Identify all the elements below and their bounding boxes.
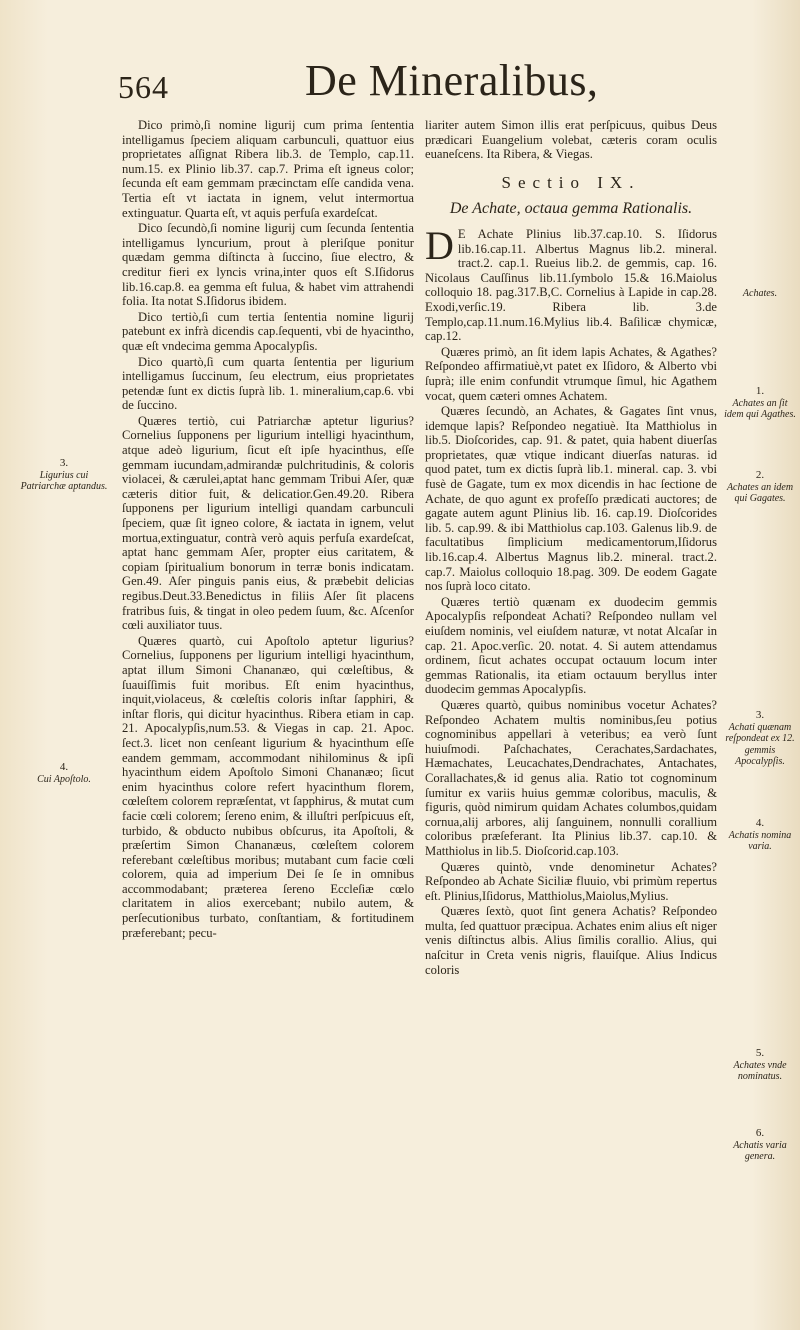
section-heading: Sectio IX. [501,172,641,192]
margin-note-text: Achatis nomina varia. [728,829,792,852]
margin-note-right [722,386,798,421]
paragraph: Quæres quartò, quibus nominibus vocetur Achates? Reſpondeo Achatem multis nominibus,ſeu potius cognominibus appellari à veteribus; ea verò ſunt huiuſmodi. Paſchachates, Cerachates,Sardachates, Hæmachates, Leucachates,Dendrachates, Antachates, Corallachates,& id genus alia. Ratio tot cognominum ſumitur ex variis huius gemmæ coloribus, maculis, & figuris, quòd nimirum quidam Achates columbos,quidam cornua,alij arbores, alij ſanguinem, nonnulli corallium coloribus præſeferant. Ita Plinius lib.37. cap.10. & Matthiolus in lib.5. Dioſcorid.cap.103. [425,697,717,858]
right-column [425,118,717,978]
margin-note-text: Ligurius cui Patriarchæ aptandus. [20,469,108,492]
margin-note-right [722,288,798,300]
first-paragraph [425,222,717,344]
continued-paragraph: liariter autem Simon illis erat perſpicuus, quibus Deus prædicari Euangelium volebat, cæteris coram oculis euaneſcens. Ita Ribera, & Viegas. [425,118,717,162]
margin-note-text: Cui Apoſtolo. [37,773,91,785]
paragraph: Quæres tertiò, cui Patriarchæ aptetur ligurius? Cornelius ſupponens per ligurium intelligi hyacinthum, atque adeò ligurium, ſicut eſt ipſe hyacinthus, eſſe gemmam iucundam,admirandæ pulchritudinis, & coloris violacei, & cærulei,aptat hanc gemmam Tribui Aſer, quæ cæteris ditior fuit, & delicatior.Gen.49.20. Ribera ſupponens per ligurium intelligi quandam carbunculi ſpeciem, quæ ſit igneo colore, & iactata in ignem, velut mortua,extinguatur, contrà verò aquis perfuſa exardeſcat, aptat hanc gemmam Aſer, propter eius caritatem, & copiam ſpiritualium bonorum in terræ bonis indicatam. Gen.49. Aſer pinguis panis eius, & præbebit delicias regibus.Deut.33.Benedictus in filiis Aſer ſit placens fratribus ſuis, & tingat in oleo pedem ſuum, &c. Aſcenſor cœli auxiliator tuus. [122,413,414,633]
paragraph: Quæres quartò, cui Apoſtolo aptetur ligurius? Cornelius, ſupponens per ligurium intelligi hyacinthum, aptat illum Simoni Chananæo, qui cœleſtibus, & ſuauiſſimis fuit moribus. Eſt enim hyacinthus, inquit,violaceus, & cœleſtis coloris inſtar ſapphiri, & inſtar floris, qui dicitur hyacinthus. Ribera etiam in cap. 21. Apocalypſis,num.53. & Viegas in cap. 21. Apoc. ſect.3. licet non cenſeant ligurium & hyacinthum eſſe eandem gemmam, accommodant nihilominus & ipſi hyacinthum eidem Apoſtolo Simoni Chananæo; ſicut enim hyacinthus colore refert hyacinthum florem, cœleſtem colorem repræſentat, vt ſapphirus, & mutat cum facie cœli colorem; ſereno enim, & illuſtri perſpicuus eſt, turbido, & obducto nubibus obſcurus, ita Apoſtoli, & præſertim Simon Chananæus, cœleſtem colorem referebant cœleſtibus moribus; mutabant cum facie cœli colorem, quia ad imperium Dei ſe ſe in omnibus accommodabant; prætereа ſereno Eccleſiæ cœlo claritatem in alios exercebant; nubilo autem, & perſecutionibus turbato, conſtantiam, & fortitudinem præferebant; pecu- [122,633,414,940]
margin-note-text: Achates. [742,288,778,299]
paragraph: Quæres primò, an ſit idem lapis Achates, & Agathes? Reſpondeo affirmatiuè,vt patet ex Iſidoro, & Alberto vbi ſuprà; ille enim confundit vtrumque ſimul, hic Agathem vocat, quem cæteri omnes Achatem. [425,344,717,403]
margin-note-number: 4. [59,761,69,773]
margin-note-number: 4. [755,817,765,829]
margin-note-number: 2. [755,469,765,481]
margin-note-right [722,470,798,505]
page-header [0,55,800,105]
margin-note-text: Achatis varia genera. [733,1139,787,1162]
margin-note-text: Achates an ſit idem qui Agathes. [724,397,796,420]
margin-note-left [18,458,110,493]
margin-note-right [722,710,798,768]
margin-note-text: Achati quænam reſpondeat ex 12. gemmis Apocalypſis. [725,721,795,767]
margin-note-number: 6. [755,1127,765,1139]
page-number: 564 [118,69,169,105]
margin-note-number: 3. [59,457,69,469]
margin-note-number: 3. [755,709,765,721]
paragraph: Dico quartò,ſi cum quarta ſententia per ligurium intelligamus ſuccinum, ſeu electrum, eius proprietates petendæ ſunt ex dictis ſuprà lib. 1. mineralium,cap.6. vbi de ſuccino. [122,354,414,413]
margin-note-text: Achates an idem qui Gagates. [726,481,794,504]
paragraph: Quæres ſecundò, an Achates, & Gagates ſint vnus, idemque lapis? Reſpondeo negatiuè. Ita Matthiolus in lib.5. Dioſcorides, cap. 91. & patet, quia habent diuerſas proprietates, quæ vtique indicant diuerſas naturas. id quod patet, tum ex dictis ſuprà lib.1. mineral. cap. 3. vbi fusè de Gagate, tum ex mox dicendis in hac ſectione de Achate, de quo agunt ex profeſſo prædicati auctores; de gagate autem agunt Plinius lib. 16. cap.19. Dioſcorides lib. 5. cap.99. & ibi Matthiolus cap.103. Galenus lib.9. de facultatibus ſimplicium medicamentorum,Iſidorus lib.16.cap.4. Albertus Magnus lib.2. mineral. tract.2. cap.7. Maiolus colloquio 18.pag. 309. De eodem Gagate nos ſuprà loco citato. [425,404,717,594]
running-title: De Mineralibus, [305,56,599,105]
margin-note-right [722,1128,798,1163]
paragraph: Dico tertiò,ſi cum tertia ſententia nomine ligurij patebunt ex infrà dicendis cap.ſequenti, vbi de hyacintho, quæ eſt vndecima gemma Apocalypſis. [122,309,414,353]
margin-note-right [722,818,798,853]
paragraph: Quæres ſextò, quot ſint genera Achatis? Reſpondeo multa, ſed quattuor præcipua. Achates enim alius eſt niger venis diſtinctus albis. Alius ſimilis corallio. Alius, qui naſcitur in Creta venis nigris, flauiſque. Alius Indicus coloris [425,904,717,977]
chapter-title: De Achate, octaua gemma Rationalis. [449,200,693,218]
margin-note-text: Achates vnde nominatus. [733,1059,787,1082]
paragraph: Dico ſecundò,ſi nomine ligurij cum ſecunda ſententia intelligamus lyncurium, prout à pleriſque ponitur quædam gemma diſtincta à ſuccino, ſiue electro, & creditur fieri ex lyncis vrina,inter quos eſt S.Iſidorus lib.16.cap.8. ea gemma eſt fulua, & habet vim attrahendi folia. Ita notat S.Iſidorus ibidem. [122,221,414,309]
margin-note-number: 5. [755,1047,765,1059]
margin-note-left [18,762,110,785]
paragraph: Dico primò,ſi nomine ligurij cum prima ſententia intelligamus ſpeciem aliquam carbunculi, quattuor eius proprietates aſſignat Ribera lib.3. de Templo, cap.11. num.15. ex Plinio lib.37. cap.7. Prima eſt igneus color; ſecunda eſt eam gemmam præcinctam eſſe candida vena. Tertia eſt vt iactata in ignem, velut intermortua extinguatur. Quarta eſt, vt aquis perfuſa exardeſcat. [122,118,414,220]
drop-cap: D [425,222,454,268]
paragraph: Quæres tertiò quænam ex duodecim gemmis Apocalypſis reſpondeat Achati? Reſpondeo nullam vel eiuſdem nominis, vel eiuſdem naturæ, vt notat Alcaſar in cap. 21. Apoc.verſic. 20. notat. 4. Si autem attendamus ordinem, ſicut achates occupat octauum locum inter gemmas Rationalis, ita etiam octauum beryllus inter duodecim gemmas Apocalypſis. [425,594,717,697]
margin-note-right [722,1048,798,1083]
margin-note-number: 1. [755,385,765,397]
paragraph: Quæres quintò, vnde denominetur Achates? Reſpondeo ab Achate Siciliæ fluuio, vbi primùm repertus eſt. Plinius,Iſidorus, Matthiolus,Maiolus,Mylius. [425,859,717,903]
left-column [122,118,414,941]
first-paragraph-text: E Achate Plinius lib.37.cap.10. S. Iſidorus lib.16.cap.11. Albertus Magnus lib.2. mineral. tract.2. cap.1. Rueius lib.2. de gemmis, cap. 16. Nicolaus Cauſſinus lib.11.ſymbolo 15.& 16.Maiolus colloquio 18. pag.317.B,C. Cornelius à Lapide in cap.28. Exodi,verſic.19. Ribera lib. 3.de Templo,cap.11.num.16.Mylius lib.4. Baſilicæ chymicæ, cap.12. [425,226,717,344]
